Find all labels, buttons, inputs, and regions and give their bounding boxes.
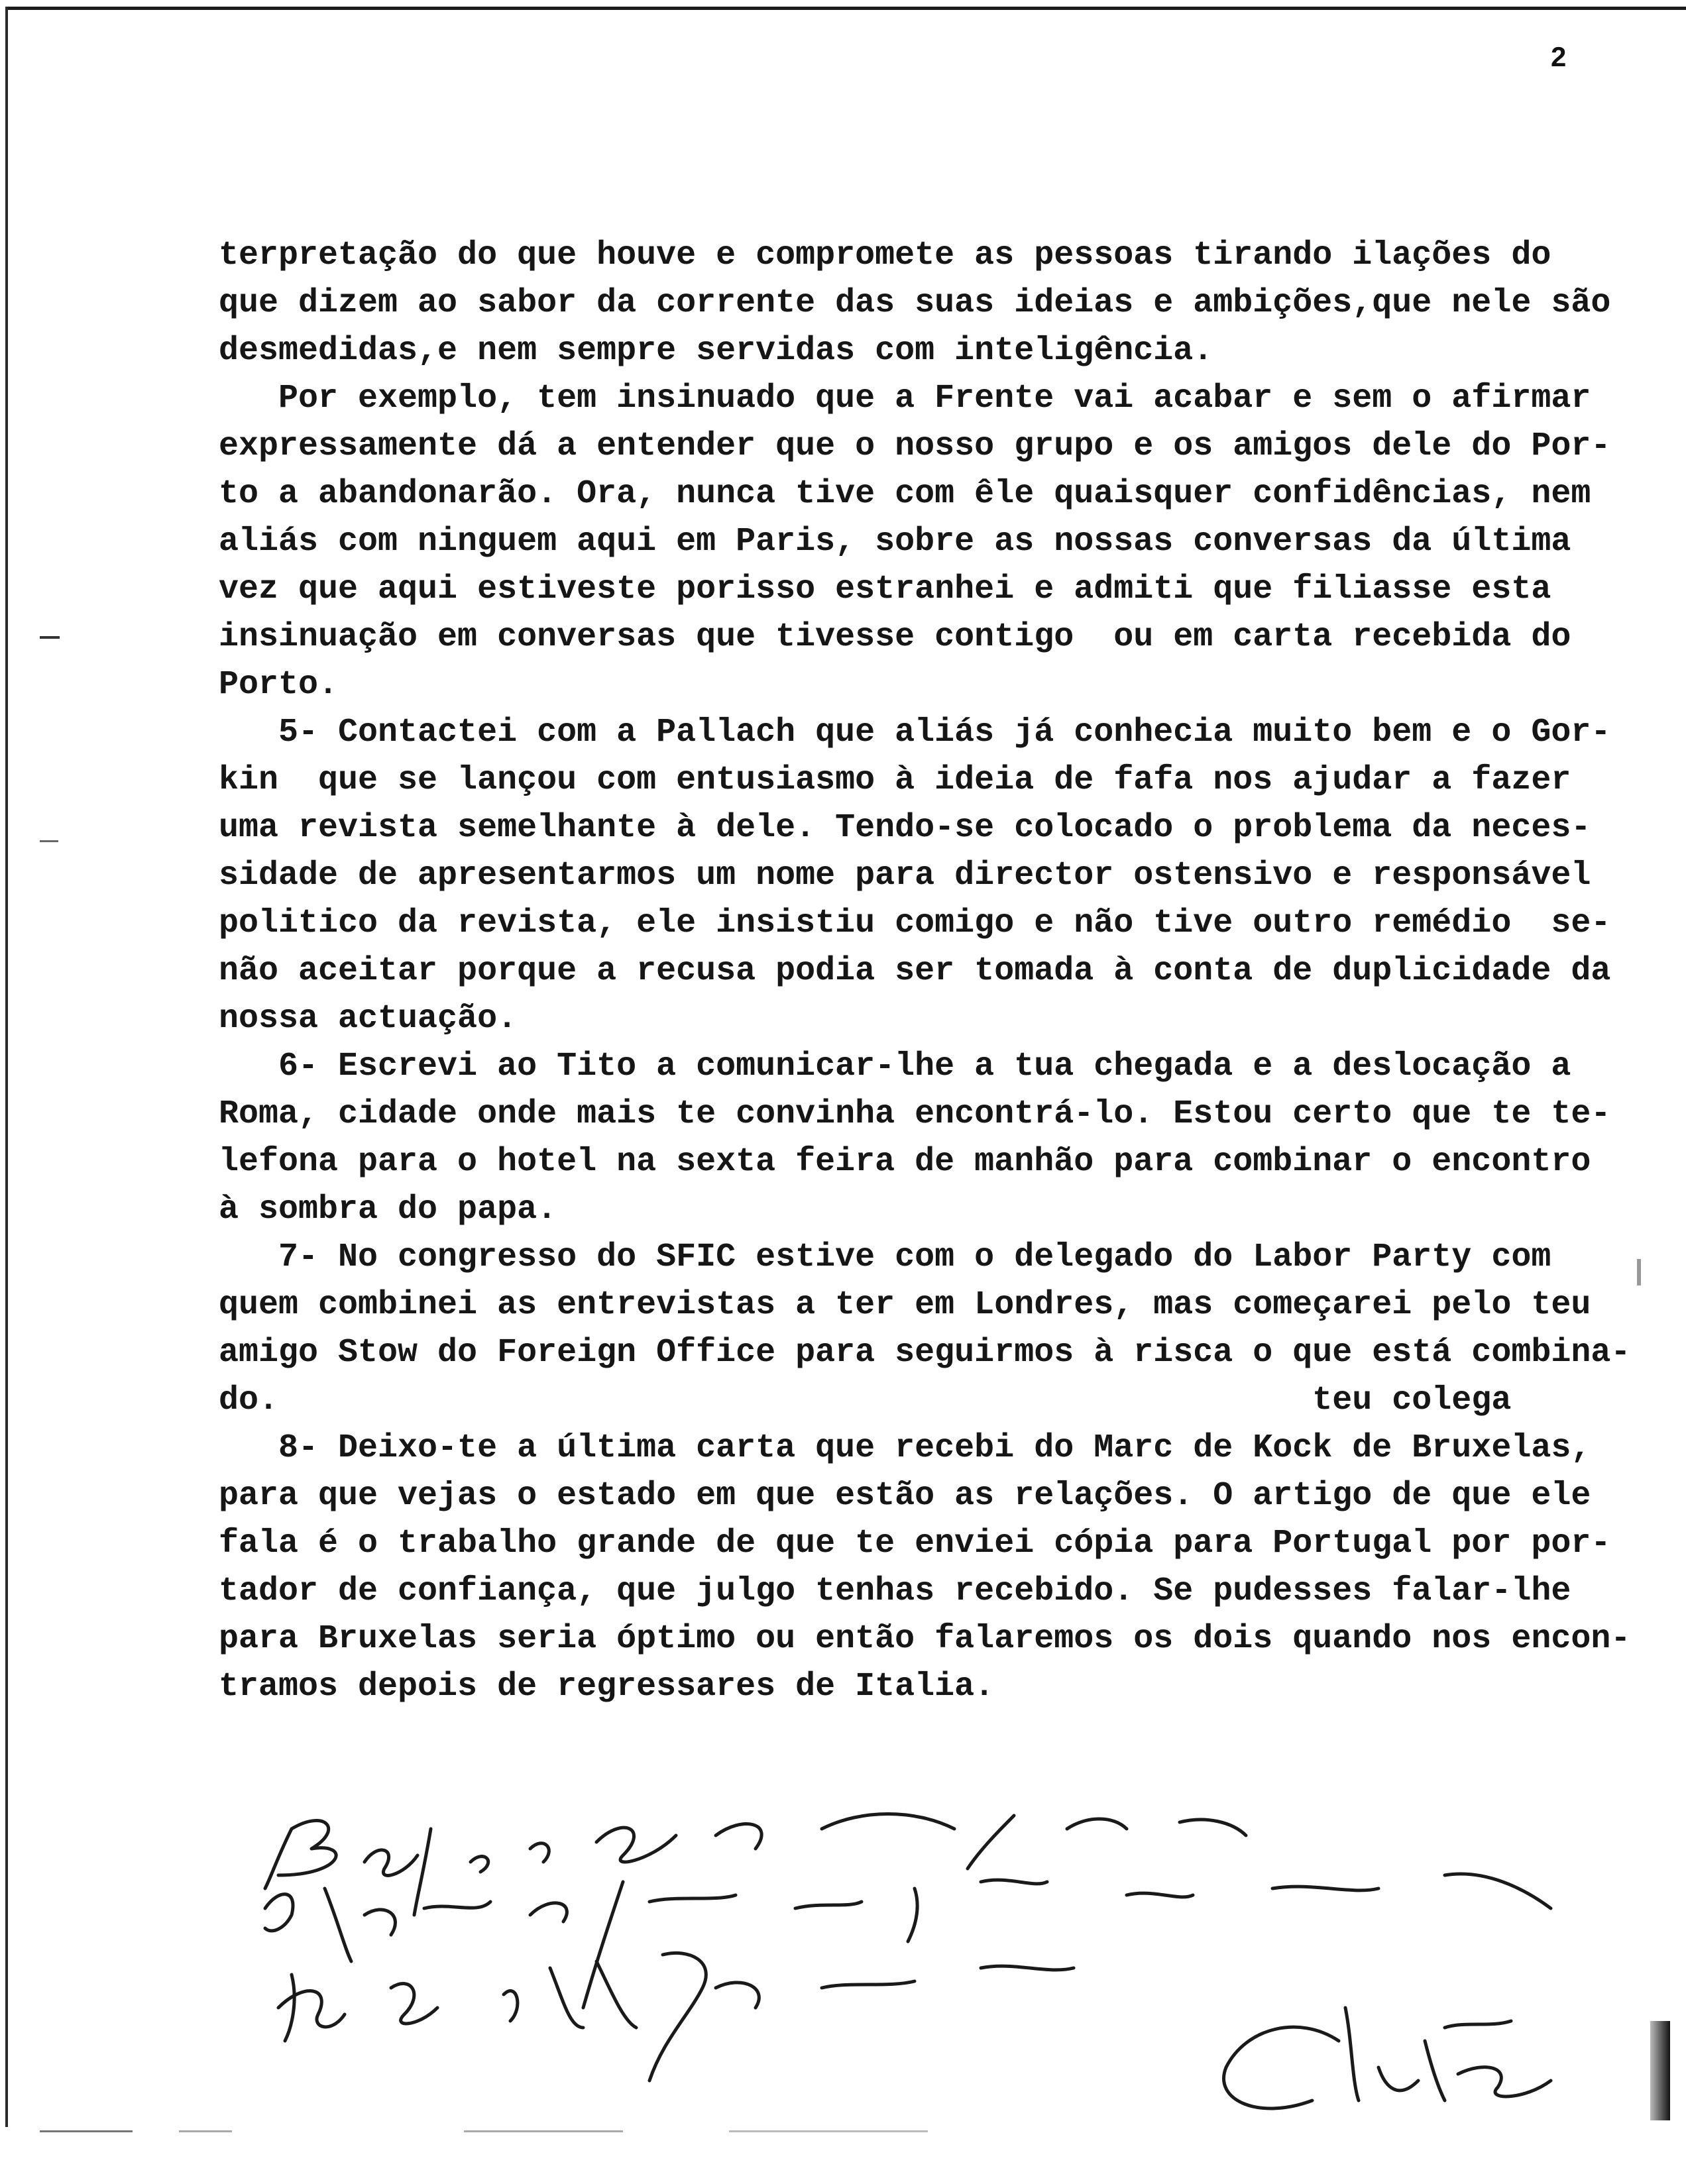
text-line: aliás com ninguem aqui em Paris, sobre as nossas conversas da última <box>219 523 1571 561</box>
text-line: 5- Contactei com a Pallach que aliás já conhecia muito bem e o Gor- <box>219 714 1611 751</box>
scan-border-top <box>5 7 1686 10</box>
text-line: lefona para o hotel na sexta feira de manhão para combinar o encontro <box>219 1143 1591 1181</box>
bottom-rule <box>179 2130 232 2132</box>
text-line: expressamente dá a entender que o nosso grupo e os amigos dele do Por- <box>219 427 1611 465</box>
text-line: desmedidas,e nem sempre servidas com inteligência. <box>219 332 1213 370</box>
bottom-rule <box>464 2130 623 2132</box>
text-line: sidade de apresentarmos um nome para director ostensivo e responsável <box>219 857 1591 895</box>
bottom-rule <box>40 2130 133 2132</box>
bottom-rule <box>729 2130 928 2132</box>
text-line: terpretação do que houve e compromete as pessoas tirando ilações do <box>219 237 1551 274</box>
text-line: 6- Escrevi ao Tito a comunicar-lhe a tua chegada e a deslocação a <box>219 1048 1571 1085</box>
scan-mark <box>1637 1259 1641 1285</box>
text-line: 8- Deixo-te a última carta que recebi do Marc de Kock de Bruxelas, <box>219 1429 1591 1467</box>
scan-mark <box>40 840 58 842</box>
text-line: que dizem ao sabor da corrente das suas ideias e ambições,que nele são <box>219 284 1611 322</box>
text-line: Roma, cidade onde mais te convinha encontrá-lo. Estou certo que te te- <box>219 1095 1611 1133</box>
handwritten-signature <box>252 1789 1670 2134</box>
text-line: para Bruxelas seria óptimo ou então falaremos os dois quando nos encon- <box>219 1620 1631 1658</box>
text-line: do. teu colega <box>219 1382 1512 1419</box>
text-line: tramos depois de regressares de Italia. <box>219 1668 995 1706</box>
scan-mark <box>40 636 60 639</box>
text-line: amigo Stow do Foreign Office para seguirmos à risca o que está combina- <box>219 1334 1631 1372</box>
text-line: à sombra do papa. <box>219 1191 557 1228</box>
text-line: kin que se lançou com entusiasmo à ideia de fafa nos ajudar a fazer <box>219 761 1571 799</box>
text-line: tador de confiança, que julgo tenhas recebido. Se pudesses falar-lhe <box>219 1572 1571 1610</box>
text-line: to a abandonarão. Ora, nunca tive com êle quaisquer confidências, nem <box>219 475 1591 513</box>
text-line: Por exemplo, tem insinuado que a Frente vai acabar e sem o afirmar <box>219 380 1591 417</box>
letter-body <box>219 232 1657 1711</box>
page-number: 2 <box>1551 41 1567 72</box>
text-line: politico da revista, ele insistiu comigo e não tive outro remédio se- <box>219 904 1611 942</box>
text-line: uma revista semelhante à dele. Tendo-se colocado o problema da neces- <box>219 809 1591 847</box>
scan-shadow <box>1650 2021 1670 2120</box>
text-line: 7- No congresso do SFIC estive com o delegado do Labor Party com <box>219 1238 1551 1276</box>
text-line: quem combinei as entrevistas a ter em Londres, mas começarei pelo teu <box>219 1286 1591 1324</box>
text-line: fala é o trabalho grande de que te enviei cópia para Portugal por por- <box>219 1525 1611 1562</box>
text-line: nossa actuação. <box>219 1000 518 1038</box>
text-line: Porto. <box>219 666 339 704</box>
text-line: insinuação em conversas que tivesse contigo ou em carta recebida do <box>219 618 1571 656</box>
text-line: vez que aqui estiveste porisso estranhei e admiti que filiasse esta <box>219 571 1551 608</box>
text-line: não aceitar porque a recusa podia ser tomada à conta de duplicidade da <box>219 952 1611 990</box>
scan-border-left <box>5 7 8 2127</box>
text-line: para que vejas o estado em que estão as relações. O artigo de que ele <box>219 1477 1591 1515</box>
